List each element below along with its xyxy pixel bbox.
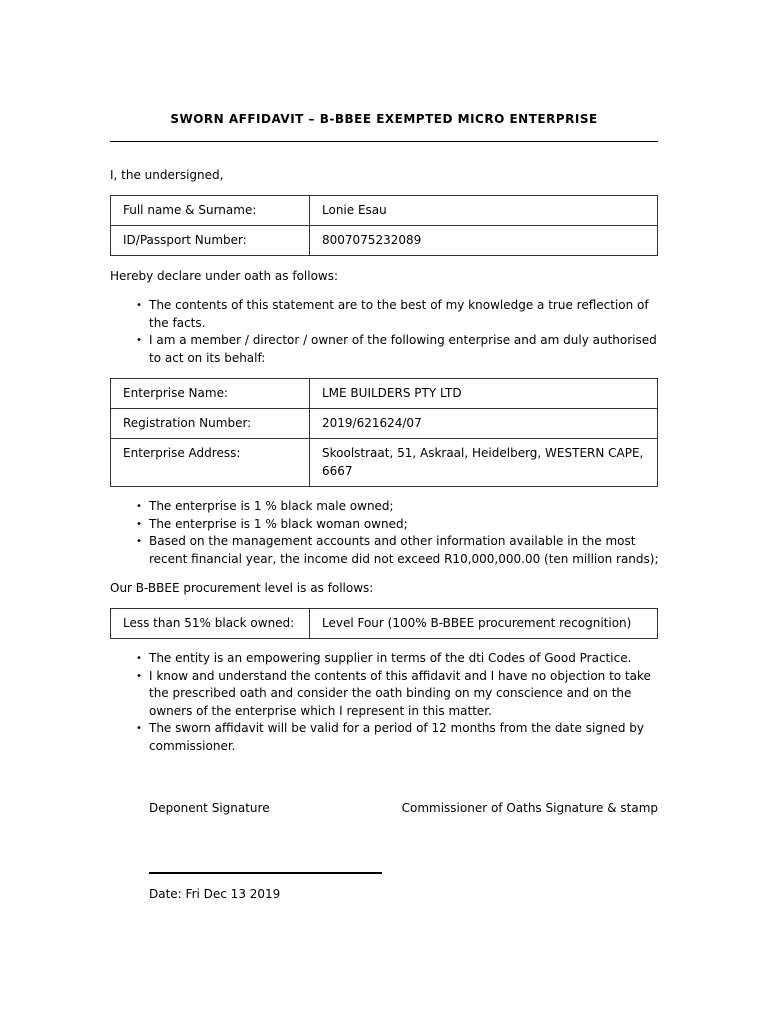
full-name-label: Full name & Surname: [111,196,310,226]
procurement-label: Less than 51% black owned: [111,609,310,639]
declare-text: Hereby declare under oath as follows: [110,269,339,283]
list-item: • Based on the management accounts and other information available in the most recent financial year, the income did not exceed R10,000,000.00 (ten million rands); [110,533,660,568]
table-row [111,196,658,226]
table-row [111,409,658,439]
signature-line [149,872,382,874]
table-row [111,609,658,639]
intro-text: I, the undersigned, [110,168,224,182]
list-item: • The enterprise is 1 % black woman owned; [110,516,660,534]
enterprise-address-value: Skoolstraat, 51, Askraal, Heidelberg, WESTERN CAPE, 6667 [310,439,658,487]
list-item: • The contents of this statement are to the best of my knowledge a true reflection of the facts. [110,297,660,332]
full-name-value: Lonie Esau [310,196,658,226]
table-row [111,226,658,256]
id-number-label: ID/Passport Number: [111,226,310,256]
closing-list [110,650,660,755]
enterprise-name-value: LME BUILDERS PTY LTD [310,379,658,409]
list-item: • I am a member / director / owner of the following enterprise and am duly authorised to act on its behalf: [110,332,660,367]
title-divider [110,141,658,142]
list-item: • The entity is an empowering supplier in terms of the dti Codes of Good Practice. [110,650,660,668]
list-item: • I know and understand the contents of this affidavit and I have no objection to take the prescribed oath and consider the oath binding on my conscience and on the owners of the enterprise which I represent in this matter. [110,668,660,721]
list-item: • The sworn affidavit will be valid for a period of 12 months from the date signed by commissioner. [110,720,660,755]
procurement-value: Level Four (100% B-BBEE procurement recognition) [310,609,658,639]
declarations-list [110,297,660,367]
enterprise-address-label: Enterprise Address: [111,439,310,487]
deponent-table [110,195,658,256]
list-item: • The enterprise is 1 % black male owned; [110,498,660,516]
procurement-table [110,608,658,639]
ownership-list [110,498,660,568]
enterprise-table [110,378,658,487]
commissioner-signature-label: Commissioner of Oaths Signature & stamp [401,801,658,815]
registration-number-label: Registration Number: [111,409,310,439]
signature-date: Date: Fri Dec 13 2019 [149,887,281,901]
document-title: SWORN AFFIDAVIT – B-BBEE EXEMPTED MICRO ENTERPRISE [170,112,598,126]
procurement-text: Our B-BBEE procurement level is as follows: [110,581,374,595]
enterprise-name-label: Enterprise Name: [111,379,310,409]
table-row [111,439,658,487]
registration-number-value: 2019/621624/07 [310,409,658,439]
id-number-value: 8007075232089 [310,226,658,256]
table-row [111,379,658,409]
deponent-signature-label: Deponent Signature [149,801,270,815]
